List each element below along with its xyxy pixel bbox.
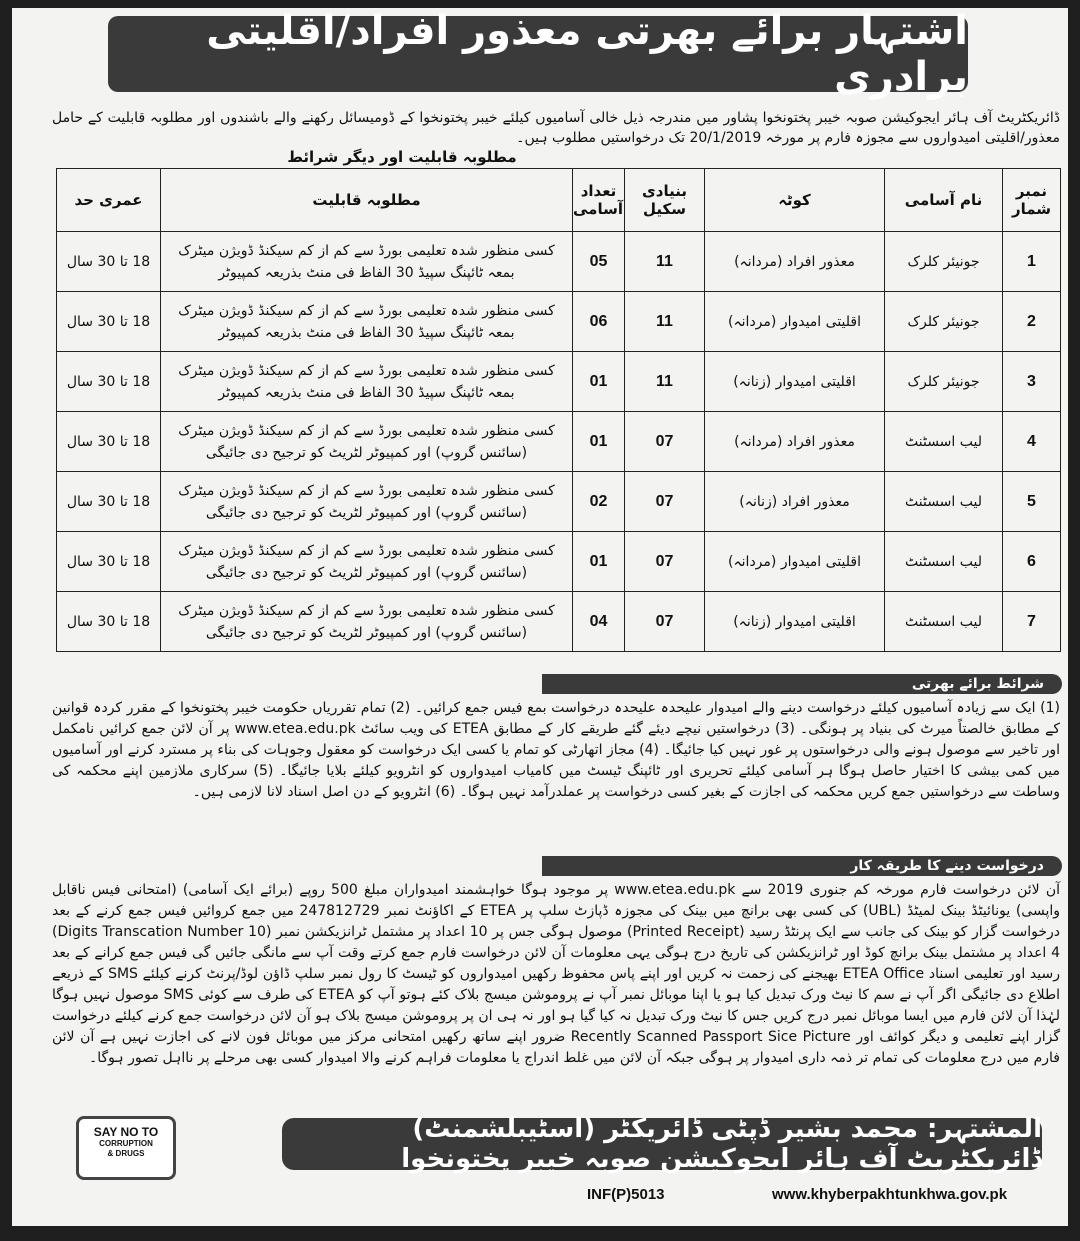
age-cell: 18 تا 30 سال (57, 472, 161, 532)
table-row (57, 292, 1061, 352)
count-cell: 06 (573, 292, 625, 352)
scale-cell: 11 (625, 292, 705, 352)
post-cell: جونیئر کلرک (885, 292, 1003, 352)
table-row (57, 532, 1061, 592)
scale-cell: 07 (625, 592, 705, 652)
qualification-cell: کسی منظور شدہ تعلیمی بورڈ سے کم از کم سیکنڈ ڈویژن میٹرک (سائنس گروپ) اور کمپیوٹر لٹریٹ کو ترجیح دی جائیگی (161, 532, 573, 592)
qualification-cell: کسی منظور شدہ تعلیمی بورڈ سے کم از کم سیکنڈ ڈویژن میٹرک (سائنس گروپ) اور کمپیوٹر لٹریٹ کو ترجیح دی جائیگی (161, 472, 573, 532)
col-serial: نمبر شمار (1003, 169, 1061, 232)
serial-cell: 1 (1003, 232, 1061, 292)
inf-code: INF(P)5013 (587, 1186, 665, 1203)
conditions-heading: شرائط برائے بھرتی (542, 674, 1062, 694)
age-cell: 18 تا 30 سال (57, 412, 161, 472)
col-scale: بنیادی سکیل (625, 169, 705, 232)
serial-cell: 3 (1003, 352, 1061, 412)
scale-cell: 07 (625, 532, 705, 592)
procedure-paragraph: آن لائن درخواست فارم مورخہ کم جنوری 2019 سے www.etea.edu.pk پر موجود ہوگا خواہشمند امیدواران مبلغ 500 روپے (برائے ایک آسامی) (امتحانی فیس ناقابل واپسی) یونائیٹڈ بینک لمیٹڈ (UBL) کی کسی بھی برانچ میں بینک کی مجوزہ ڈپازٹ سلپ پر ETEA کے اکاؤنٹ نمبر 247812729 میں جمع کروائیں فیس جمع کرنے کے بعد درخواست گزار کو بینک کی جانب سے ایک پرنٹڈ رسید (Printed Receipt) موصول ہوگی جس پر 10 اعداد پر مشتمل ٹرانزیکشن نمبر (10 Digits Transcation Number) 4 اعداد پر مشتمل بینک برانچ کوڈ اور ٹرانزیکشن کی تاریخ درج ہوگی یہی معلومات آن لائن درخواست فارم جمع کرتے وقت آپ سے مانگی جائیں گی فیس جمع کرانے کے بعد رسید اور تعلیمی اسناد ETEA Office بھیجنے کی زحمت نہ کریں اور اپنے پاس محفوظ رکھیں امیدواروں کو ٹیسٹ کا رول نمبر سلپ ڈاؤن لوڈ/پرنٹ کرنے کیلئے SMS کے ذریعے اطلاع دی جائیگی اگر آپ نے سم کا نیٹ ورک تبدیل کیا ہو یا اپنا موبائل نمبر آپ نے پروموشن میسج بلاک کئے ہوتو آپ کو ETEA کی طرف سے کوئی SMS موصول نہیں ہوگا لہٰذا آن لائن فارم میں ایسا موبائل نمبر درج کریں جس کا نیٹ ورک تبدیل نہ کیا گیا ہو اور نہ ہی ان پر پروموشن میسج بلاک ہو آن لائن درخواست جمع کرنے کیلئے درخواست گزار اپنے تعلیمی و دیگر کوائف اور Recently Scanned Passport Sice Picture ضرور اپنے ساتھ رکھیں امتحانی مرکز میں موبائل فون لانے کی اجازت نہیں ہے آن لائن فارم میں درج معلومات کی تمام تر ذمہ داری امیدوار پر ہوگی جبکہ آن لائن میں غلط اندراج یا معلومات فراہم کرنے والا امیدوار کسی بھی مرحلے پر نااہل تصور ہوگا۔ (52, 882, 1060, 1066)
table-header-row (57, 169, 1061, 232)
col-count: تعداد آسامی (573, 169, 625, 232)
table-row (57, 352, 1061, 412)
post-cell: لیب اسسٹنٹ (885, 472, 1003, 532)
post-cell: لیب اسسٹنٹ (885, 532, 1003, 592)
serial-cell: 4 (1003, 412, 1061, 472)
table-row (57, 592, 1061, 652)
quota-cell: معذور افراد (مردانہ) (705, 412, 885, 472)
serial-cell: 7 (1003, 592, 1061, 652)
scale-cell: 11 (625, 232, 705, 292)
age-cell: 18 تا 30 سال (57, 232, 161, 292)
col-quota: کوٹہ (705, 169, 885, 232)
col-qualification: مطلوبہ قابلیت (161, 169, 573, 232)
count-cell: 05 (573, 232, 625, 292)
col-age: عمری حد (57, 169, 161, 232)
qualification-cell: کسی منظور شدہ تعلیمی بورڈ سے کم از کم سیکنڈ ڈویژن میٹرک بمعہ ٹائپنگ سپیڈ 30 الفاظ فی منٹ بذریعہ کمپیوٹر (161, 232, 573, 292)
advertisement-page (12, 8, 1068, 1226)
qualification-cell: کسی منظور شدہ تعلیمی بورڈ سے کم از کم سیکنڈ ڈویژن میٹرک (سائنس گروپ) اور کمپیوٹر لٹریٹ کو ترجیح دی جائیگی (161, 412, 573, 472)
serial-cell: 5 (1003, 472, 1061, 532)
count-cell: 01 (573, 532, 625, 592)
page-title: اشتہار برائے بھرتی معذور افراد/اقلیتی برادری (108, 16, 968, 92)
serial-cell: 6 (1003, 532, 1061, 592)
quota-cell: اقلیتی امیدوار (مردانہ) (705, 292, 885, 352)
col-post: نام آسامی (885, 169, 1003, 232)
count-cell: 02 (573, 472, 625, 532)
age-cell: 18 تا 30 سال (57, 352, 161, 412)
say-no-to-corruption-logo (76, 1116, 176, 1180)
scale-cell: 07 (625, 472, 705, 532)
age-cell: 18 تا 30 سال (57, 292, 161, 352)
table-row (57, 232, 1061, 292)
age-cell: 18 تا 30 سال (57, 592, 161, 652)
logo-line-3: & DRUGS (107, 1149, 145, 1158)
advertiser-signature: المشتہر: محمد بشیر ڈپٹی ڈائریکٹر (اسٹیبلشمنٹ) ڈائریکٹریٹ آف ہائر ایجوکیشن صوبہ خیبر پختونخوا (282, 1118, 1042, 1170)
logo-line-1: SAY NO TO (93, 1125, 159, 1139)
procedure-heading: درخواست دینے کا طریقہ کار (542, 856, 1062, 876)
conditions-paragraph: (1) ایک سے زیادہ آسامیوں کیلئے درخواست دینے والے امیدوار علیحدہ علیحدہ درخواست بمع فیس جمع کرائیں۔ (2) تمام تقرریاں حکومت خیبر پختونخوا کے مقرر کردہ قوانین کے مطابق خالصتاً میرٹ کی بنیاد پر ہونگی۔ (3) درخواستیں نیچے دیئے گئے طریقے کار کے مطابق ETEA کی ویب سائٹ www.etea.edu.pk پر آن لائن جمع کرائیں نامکمل اور تاخیر سے موصول ہونے والی درخواستوں پر غور نہیں کیا جائیگا۔ (4) مجاز اتھارٹی کو تمام یا کسی ایک درخواست کو معقول وجوہات کی بناء پر مسترد کرنے اور آسامیوں میں کمی بیشی کا اختیار حاصل ہوگا ہر آسامی کیلئے تحریری اور ٹائپنگ ٹیسٹ میں کامیاب امیدواروں کو انٹرویو کیلئے بلایا جائیگا۔ (5) سرکاری ملازمین اپنے محکمہ کی وساطت سے درخواستیں جمع کریں محکمہ کی اجازت کے بغیر کسی درخواست پر عملدرآمد نہیں ہوگا۔ (6) انٹرویو کے دن اصل اسناد لانا لازمی ہیں۔ (52, 700, 1060, 800)
count-cell: 01 (573, 352, 625, 412)
quota-cell: معذور افراد (مردانہ) (705, 232, 885, 292)
count-cell: 01 (573, 412, 625, 472)
vacancy-table (56, 168, 1061, 652)
serial-cell: 2 (1003, 292, 1061, 352)
scale-cell: 07 (625, 412, 705, 472)
website-link[interactable]: www.khyberpakhtunkhwa.gov.pk (772, 1186, 1008, 1203)
post-cell: جونیئر کلرک (885, 352, 1003, 412)
count-cell: 04 (573, 592, 625, 652)
qualification-cell: کسی منظور شدہ تعلیمی بورڈ سے کم از کم سیکنڈ ڈویژن میٹرک بمعہ ٹائپنگ سپیڈ 30 الفاظ فی منٹ بذریعہ کمپیوٹر (161, 292, 573, 352)
quota-cell: معذور افراد (زنانہ) (705, 472, 885, 532)
post-cell: لیب اسسٹنٹ (885, 412, 1003, 472)
quota-cell: اقلیتی امیدوار (زنانہ) (705, 592, 885, 652)
logo-line-2: CORRUPTION (99, 1139, 153, 1148)
intro-paragraph: ڈائریکٹریٹ آف ہائر ایجوکیشن صوبہ خیبر پختونخوا پشاور میں مندرجہ ذیل خالی آسامیوں کیلئے خیبر پختونخوا کے ڈومیسائل رکھنے والے باشندوں اور مطلوبہ قابلیت کے حامل معذور/اقلیتی امیدواروں سے مجوزہ فارم پر مورخہ 20/1/2019 تک درخواستیں مطلوب ہیں۔ (52, 110, 1060, 146)
age-cell: 18 تا 30 سال (57, 532, 161, 592)
table-row (57, 472, 1061, 532)
table-subheading: مطلوبہ قابلیت اور دیگر شرائط (287, 148, 517, 166)
scale-cell: 11 (625, 352, 705, 412)
quota-cell: اقلیتی امیدوار (زنانہ) (705, 352, 885, 412)
qualification-cell: کسی منظور شدہ تعلیمی بورڈ سے کم از کم سیکنڈ ڈویژن میٹرک بمعہ ٹائپنگ سپیڈ 30 الفاظ فی منٹ بذریعہ کمپیوٹر (161, 352, 573, 412)
post-cell: لیب اسسٹنٹ (885, 592, 1003, 652)
table-row (57, 412, 1061, 472)
post-cell: جونیئر کلرک (885, 232, 1003, 292)
qualification-cell: کسی منظور شدہ تعلیمی بورڈ سے کم از کم سیکنڈ ڈویژن میٹرک (سائنس گروپ) اور کمپیوٹر لٹریٹ کو ترجیح دی جائیگی (161, 592, 573, 652)
quota-cell: اقلیتی امیدوار (مردانہ) (705, 532, 885, 592)
